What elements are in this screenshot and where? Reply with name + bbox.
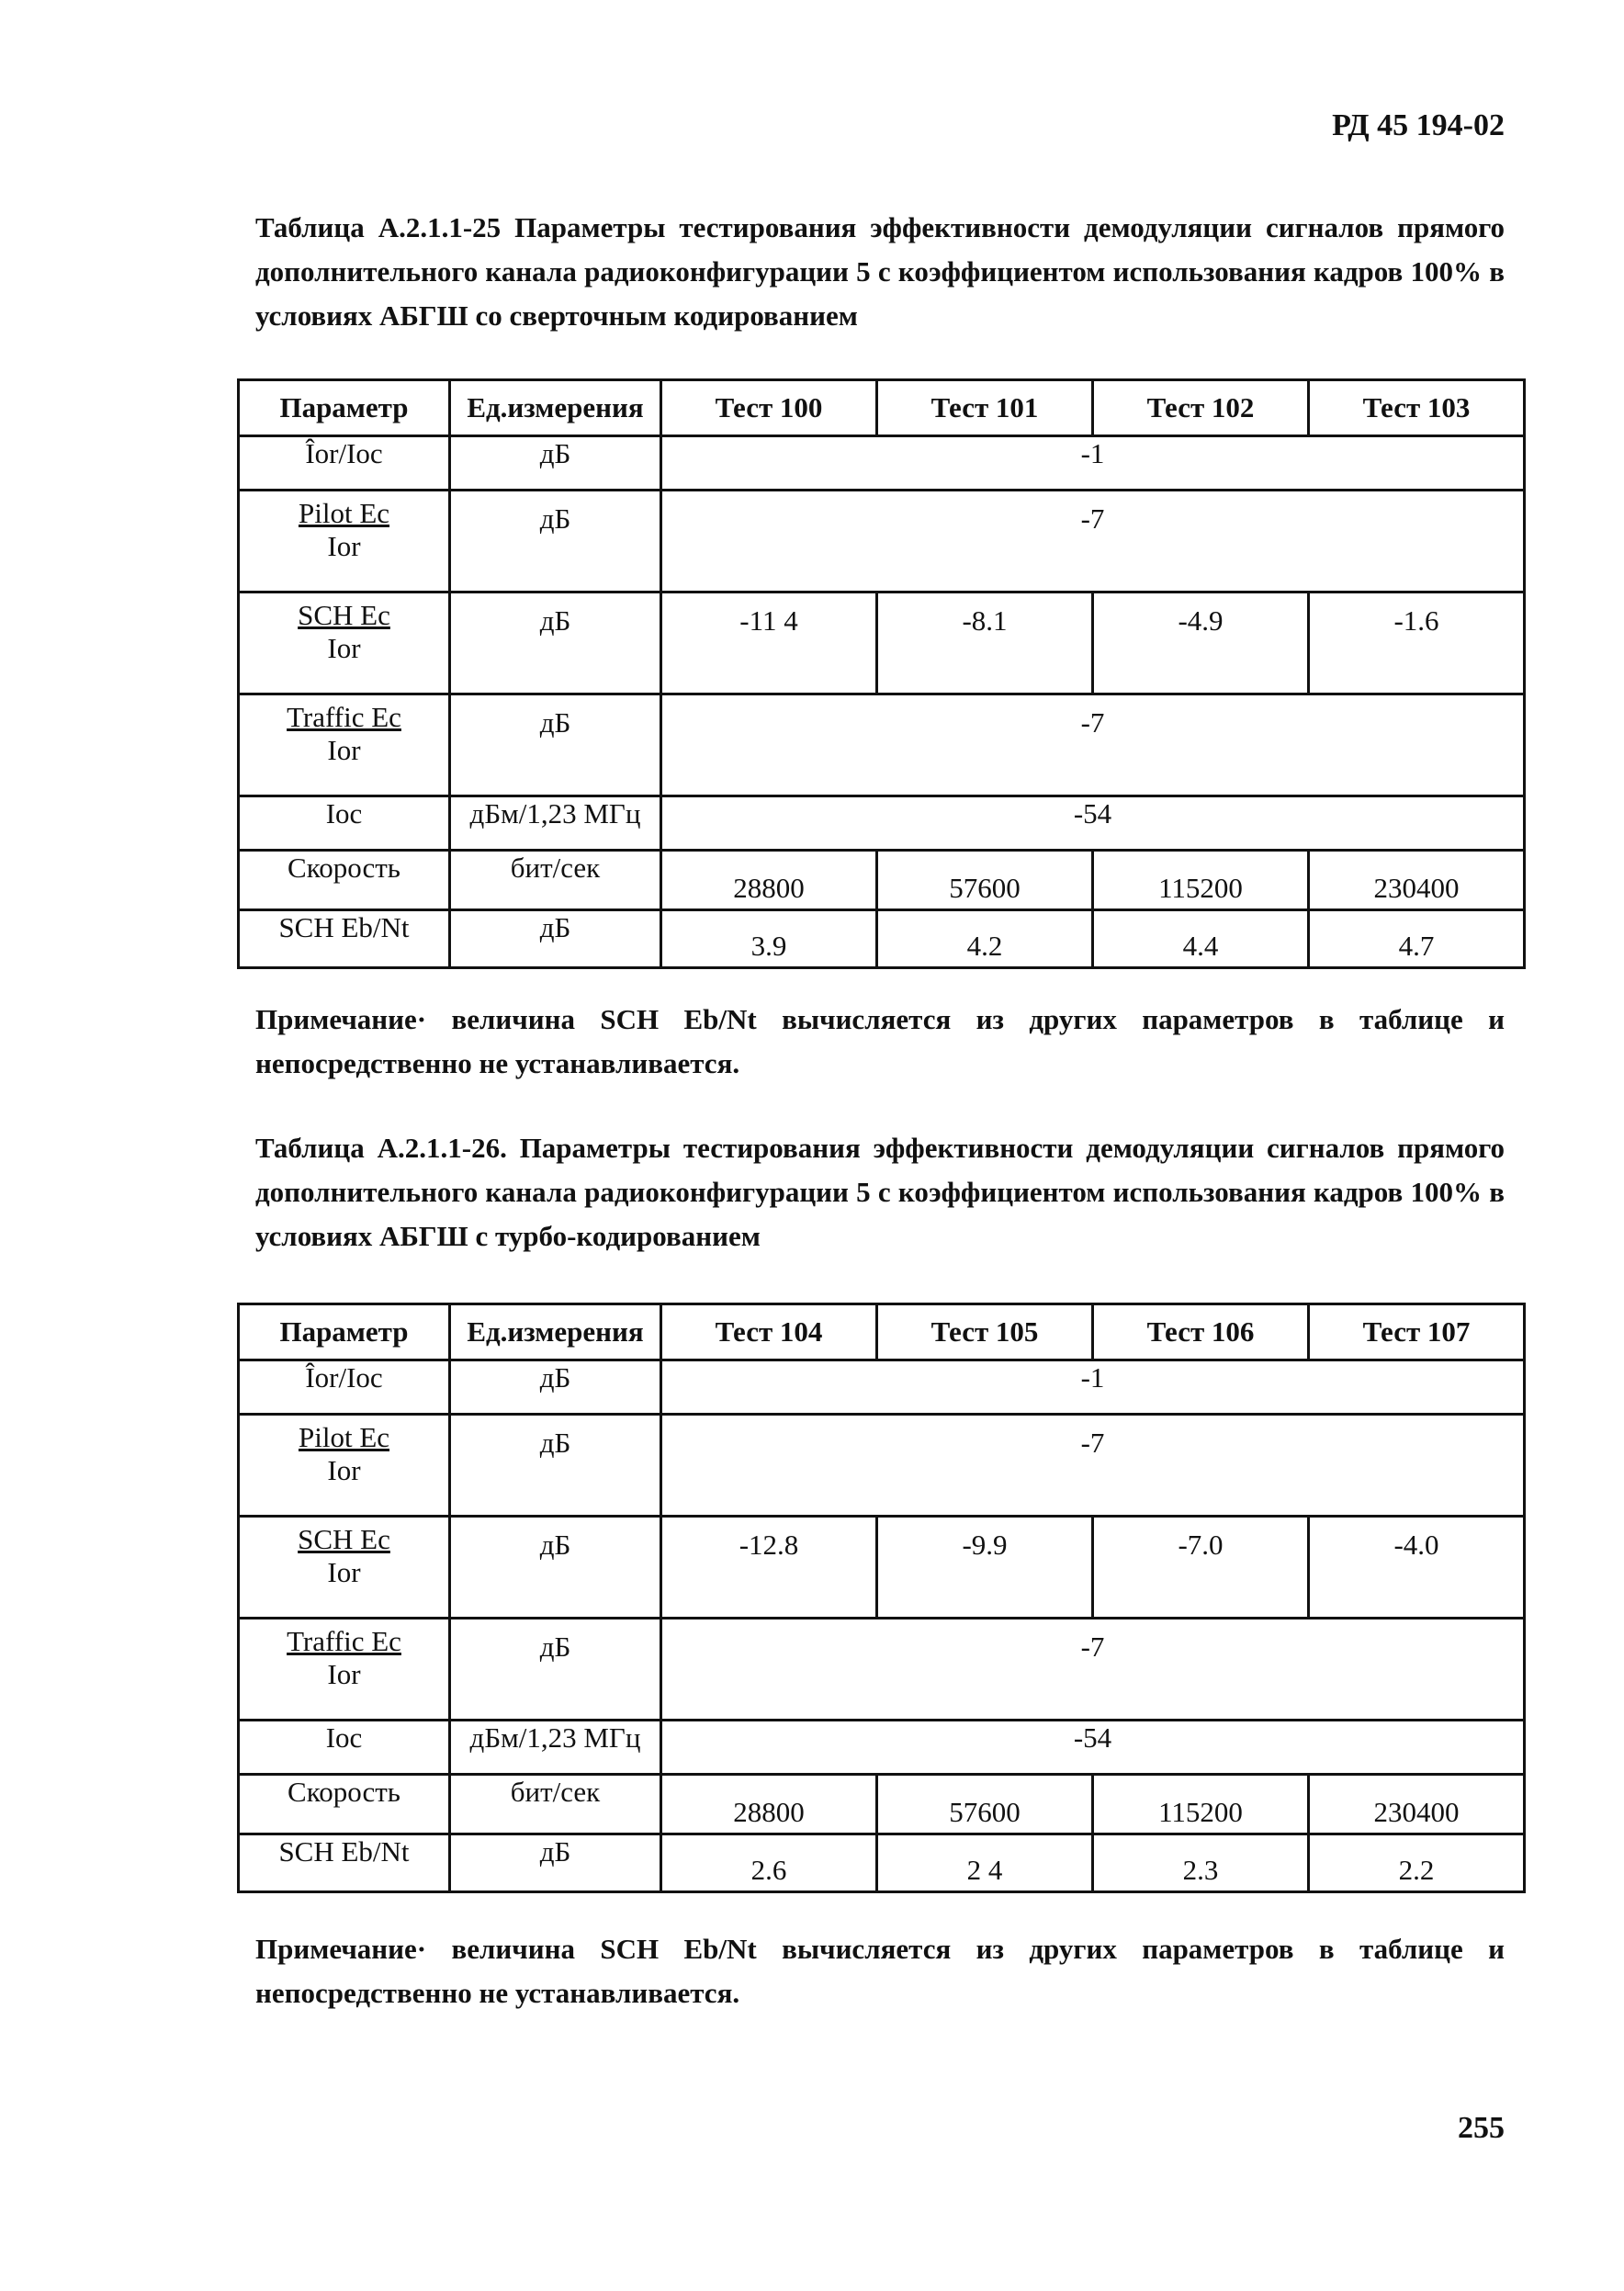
param-cell: SCH Eb/Nt [239, 1834, 450, 1892]
param-denominator: Ior [327, 1658, 361, 1690]
table1-header-test: Тест 100 [661, 380, 877, 436]
unit-cell: бит/сек [450, 851, 661, 910]
table-row [239, 436, 1525, 491]
table-row [239, 796, 1525, 851]
table2-caption: Таблица А.2.1.1-26. Параметры тестирования эффективности демодуляции сигналов прямого дополнительного канала радиоконфигурации 5 с коэффициентом использования кадров 100% в условиях АБГШ с турбо-кодированием [255, 1132, 1505, 1252]
value-cell: -11 4 [661, 592, 877, 694]
value-cell: 2.2 [1309, 1834, 1525, 1892]
unit-cell: дБм/1,23 МГц [450, 796, 661, 851]
table-row [239, 1360, 1525, 1415]
value-cell: 57600 [877, 851, 1093, 910]
param-denominator: Ior [327, 734, 361, 766]
table1-header-row [239, 380, 1525, 436]
table-row [239, 1619, 1525, 1721]
value-cell: -7 [661, 694, 1525, 796]
unit-cell: дБ [450, 436, 661, 491]
param-cell: Скорость [239, 1775, 450, 1834]
unit-cell: дБ [450, 1834, 661, 1892]
value-cell: -4.0 [1309, 1517, 1525, 1619]
value-cell: 2.6 [661, 1834, 877, 1892]
value-cell: -1 [661, 1360, 1525, 1415]
value-cell: 2 4 [877, 1834, 1093, 1892]
table-row [239, 851, 1525, 910]
table2-header-param: Параметр [239, 1304, 450, 1360]
param-cell: Îor/Ioc [239, 436, 450, 491]
value-cell: 28800 [661, 851, 877, 910]
param-cell [239, 592, 450, 694]
table1 [237, 378, 1526, 969]
value-cell: -12.8 [661, 1517, 877, 1619]
value-cell: -7 [661, 491, 1525, 592]
param-cell [239, 1619, 450, 1721]
unit-cell: дБ [450, 491, 661, 592]
table1-caption: Таблица А.2.1.1-25 Параметры тестирования эффективности демодуляции сигналов прямого дополнительного канала радиоконфигурации 5 с коэффициентом использования кадров 100% в условиях АБГШ со сверточным кодированием [255, 211, 1505, 332]
table1-note: Примечание· величина SCH Eb/Nt вычисляется из других параметров в таблице и непосредственно не устанавливается. [255, 1003, 1505, 1079]
value-cell: -1 [661, 436, 1525, 491]
table1-header-test: Тест 102 [1093, 380, 1309, 436]
value-cell: 3.9 [661, 910, 877, 968]
value-cell: 230400 [1309, 1775, 1525, 1834]
value-cell: 2.3 [1093, 1834, 1309, 1892]
table2 [237, 1303, 1526, 1893]
value-cell: -7 [661, 1415, 1525, 1517]
table1-header-test: Тест 103 [1309, 380, 1525, 436]
param-denominator: Ior [327, 1556, 361, 1588]
table-row [239, 1721, 1525, 1775]
unit-cell: дБ [450, 1415, 661, 1517]
value-cell: 57600 [877, 1775, 1093, 1834]
param-denominator: Ior [327, 632, 361, 664]
value-cell: -4.9 [1093, 592, 1309, 694]
table2-header-test: Тест 107 [1309, 1304, 1525, 1360]
param-numerator: Traffic Ec [287, 701, 401, 733]
unit-cell: дБ [450, 694, 661, 796]
table2-header-test: Тест 104 [661, 1304, 877, 1360]
table1-header-param: Параметр [239, 380, 450, 436]
param-numerator: Traffic Ec [287, 1625, 401, 1657]
value-cell: 4.2 [877, 910, 1093, 968]
table-row [239, 1834, 1525, 1892]
table-row [239, 694, 1525, 796]
param-cell: SCH Eb/Nt [239, 910, 450, 968]
unit-cell: дБ [450, 592, 661, 694]
param-cell [239, 491, 450, 592]
unit-cell: дБ [450, 1517, 661, 1619]
table-row [239, 1775, 1525, 1834]
table-row [239, 491, 1525, 592]
value-cell: 115200 [1093, 851, 1309, 910]
table-row [239, 1415, 1525, 1517]
param-cell [239, 1415, 450, 1517]
value-cell: 115200 [1093, 1775, 1309, 1834]
value-cell: 230400 [1309, 851, 1525, 910]
value-cell: -7 [661, 1619, 1525, 1721]
param-numerator: SCH Ec [298, 599, 390, 631]
value-cell: -9.9 [877, 1517, 1093, 1619]
table-row [239, 1517, 1525, 1619]
unit-cell: дБ [450, 910, 661, 968]
table1-header-unit: Ед.измерения [450, 380, 661, 436]
param-cell [239, 694, 450, 796]
page-number: 255 [1458, 2111, 1505, 2145]
param-cell: Îor/Ioc [239, 1360, 450, 1415]
param-cell: Ioc [239, 796, 450, 851]
value-cell: -1.6 [1309, 592, 1525, 694]
param-cell: Ioc [239, 1721, 450, 1775]
value-cell: -7.0 [1093, 1517, 1309, 1619]
param-cell: Скорость [239, 851, 450, 910]
table2-note: Примечание· величина SCH Eb/Nt вычисляется из других параметров в таблице и непосредственно не устанавливается. [255, 1933, 1505, 2009]
value-cell: 4.7 [1309, 910, 1525, 968]
value-cell: 4.4 [1093, 910, 1309, 968]
param-cell [239, 1517, 450, 1619]
unit-cell: бит/сек [450, 1775, 661, 1834]
table-row [239, 910, 1525, 968]
param-numerator: Pilot Ec [298, 497, 390, 529]
value-cell: 28800 [661, 1775, 877, 1834]
param-denominator: Ior [327, 1454, 361, 1486]
param-numerator: Pilot Ec [298, 1421, 390, 1453]
param-numerator: SCH Ec [298, 1523, 390, 1555]
value-cell: -54 [661, 1721, 1525, 1775]
table-row [239, 592, 1525, 694]
document-code: РД 45 194-02 [1332, 108, 1505, 142]
param-denominator: Ior [327, 530, 361, 562]
unit-cell: дБм/1,23 МГц [450, 1721, 661, 1775]
unit-cell: дБ [450, 1360, 661, 1415]
value-cell: -8.1 [877, 592, 1093, 694]
unit-cell: дБ [450, 1619, 661, 1721]
table2-header-test: Тест 105 [877, 1304, 1093, 1360]
table2-header-test: Тест 106 [1093, 1304, 1309, 1360]
table1-header-test: Тест 101 [877, 380, 1093, 436]
table2-header-row [239, 1304, 1525, 1360]
value-cell: -54 [661, 796, 1525, 851]
table2-header-unit: Ед.измерения [450, 1304, 661, 1360]
